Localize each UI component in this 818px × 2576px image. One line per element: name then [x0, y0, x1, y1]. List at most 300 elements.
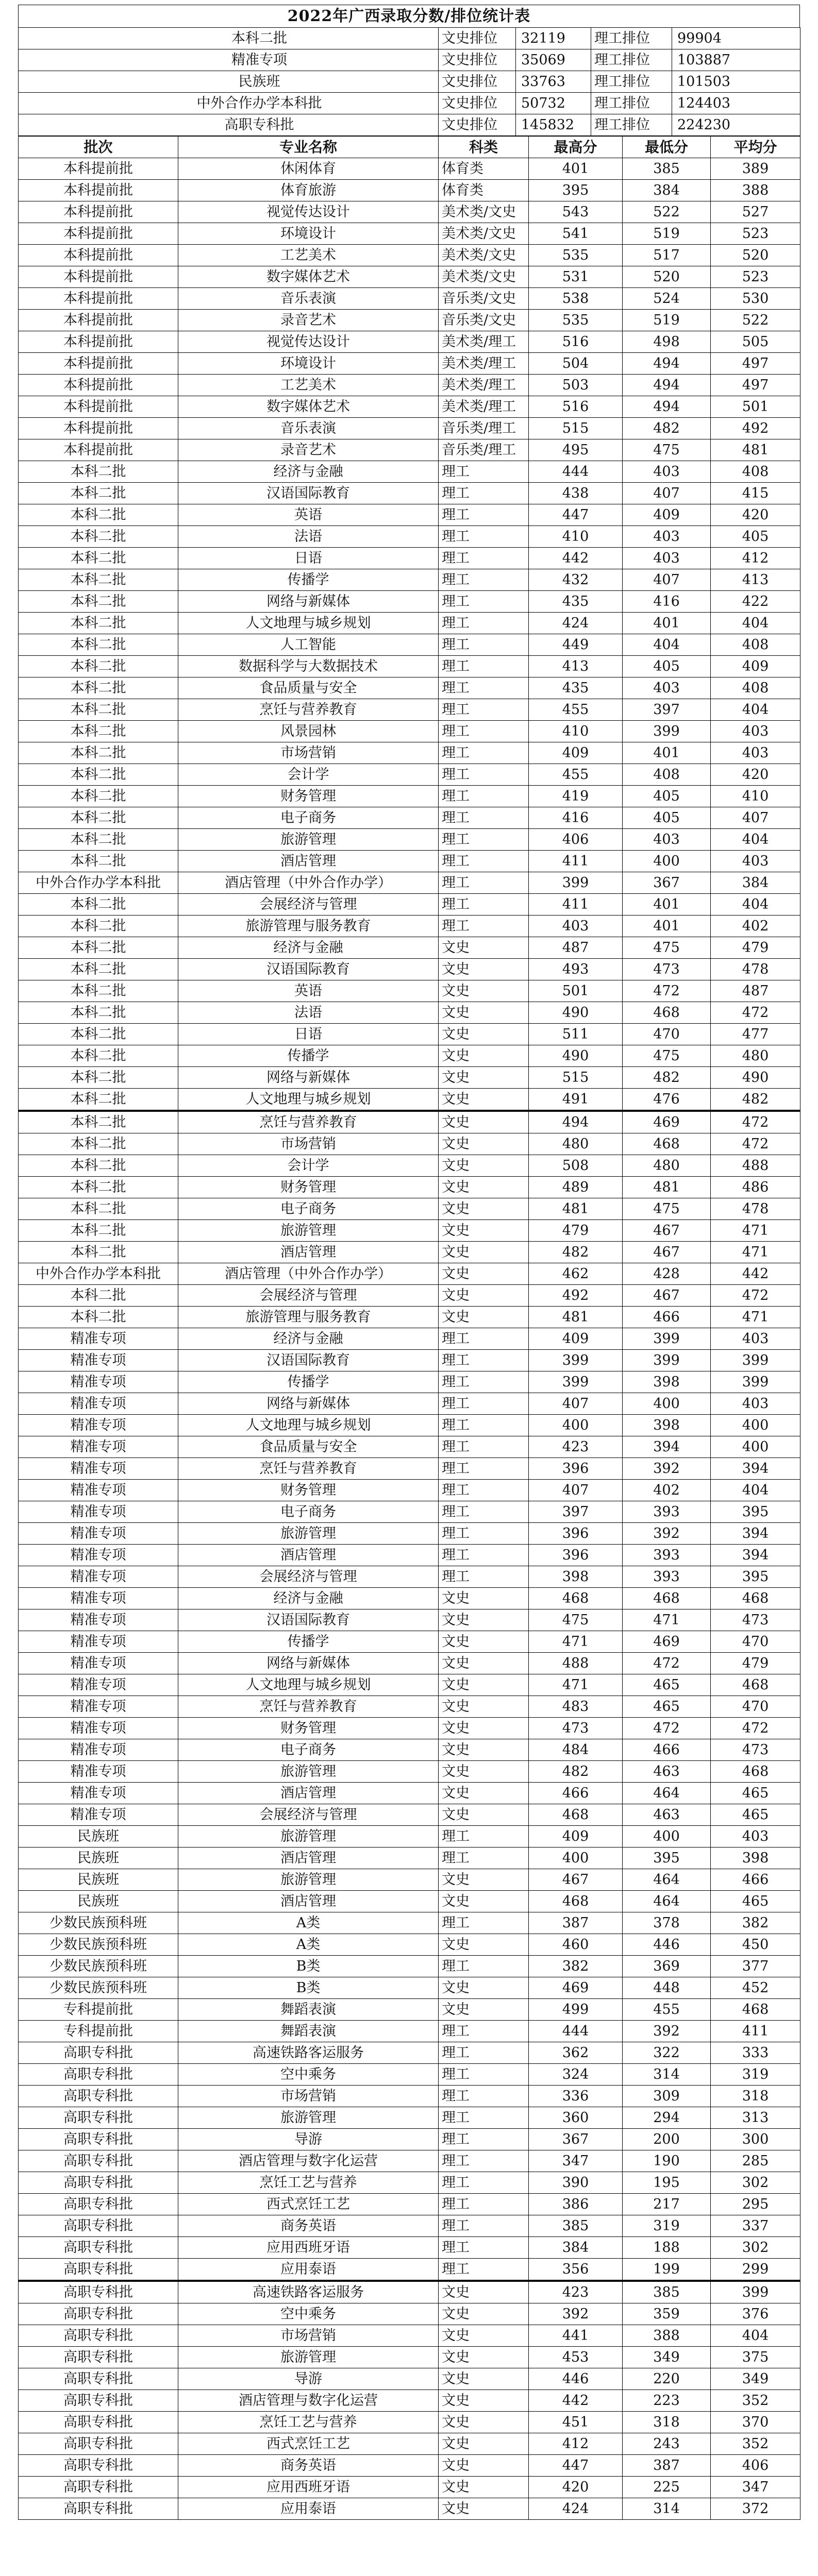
major-cell: 会展经济与管理: [178, 1566, 439, 1588]
min-score-cell: 400: [623, 1826, 711, 1848]
min-score-cell: 294: [623, 2107, 711, 2129]
max-score-cell: 511: [529, 1024, 623, 1045]
avg-score-cell: 403: [711, 1328, 800, 1350]
avg-score-cell: 497: [711, 353, 800, 375]
batch-cell: 本科提前批: [19, 180, 178, 201]
max-score-cell: 395: [529, 180, 623, 201]
max-score-cell: 384: [529, 2237, 623, 2259]
table-row: [19, 1783, 800, 1804]
summary-row: [19, 93, 800, 114]
major-cell: 体育旅游: [178, 180, 439, 201]
batch-cell: 本科二批: [19, 461, 178, 483]
category-cell: 文史: [439, 1067, 529, 1089]
summary-label-ligong: 理工排位: [591, 93, 672, 114]
category-cell: 理工: [439, 504, 529, 526]
max-score-cell: 455: [529, 699, 623, 721]
summary-batch: 民族班: [19, 71, 439, 93]
category-cell: 理工: [439, 1371, 529, 1393]
batch-cell: 高职专科批: [19, 2281, 178, 2303]
min-score-cell: 199: [623, 2259, 711, 2281]
table-row: [19, 2064, 800, 2086]
summary-batch: 中外合作办学本科批: [19, 93, 439, 114]
min-score-cell: 464: [623, 1869, 711, 1891]
avg-score-cell: 400: [711, 1436, 800, 1458]
major-cell: 应用泰语: [178, 2498, 439, 2520]
max-score-cell: 432: [529, 569, 623, 591]
avg-score-cell: 337: [711, 2215, 800, 2237]
min-score-cell: 200: [623, 2129, 711, 2150]
category-cell: 音乐类/理工: [439, 439, 529, 461]
max-score-cell: 501: [529, 980, 623, 1002]
batch-cell: 本科二批: [19, 1089, 178, 1111]
min-score-cell: 463: [623, 1761, 711, 1783]
max-score-cell: 535: [529, 310, 623, 331]
max-score-cell: 362: [529, 2042, 623, 2064]
table-row: [19, 1739, 800, 1761]
avg-score-cell: 403: [711, 742, 800, 764]
avg-score-cell: 370: [711, 2412, 800, 2433]
batch-cell: 本科提前批: [19, 201, 178, 223]
max-score-cell: 468: [529, 1588, 623, 1609]
table-row: [19, 2498, 800, 2520]
summary-row: [19, 28, 800, 49]
min-score-cell: 405: [623, 807, 711, 829]
table-row: [19, 548, 800, 569]
table-row: [19, 1696, 800, 1718]
batch-cell: 本科二批: [19, 677, 178, 699]
summary-label-ligong: 理工排位: [591, 28, 672, 49]
major-cell: 高速铁路客运服务: [178, 2042, 439, 2064]
table-row: [19, 526, 800, 548]
max-score-cell: 411: [529, 894, 623, 916]
max-score-cell: 442: [529, 2390, 623, 2412]
max-score-cell: 396: [529, 1458, 623, 1480]
category-cell: 理工: [439, 2237, 529, 2259]
table-row: [19, 1024, 800, 1045]
category-cell: 体育类: [439, 158, 529, 180]
batch-cell: 本科提前批: [19, 158, 178, 180]
category-cell: 美术类/文史: [439, 245, 529, 266]
avg-score-cell: 395: [711, 1566, 800, 1588]
category-cell: 文史: [439, 1783, 529, 1804]
category-cell: 理工: [439, 569, 529, 591]
max-score-cell: 385: [529, 2215, 623, 2237]
category-cell: 理工: [439, 1328, 529, 1350]
batch-cell: 本科二批: [19, 959, 178, 980]
major-cell: 工艺美术: [178, 245, 439, 266]
table-row: [19, 504, 800, 526]
table-row: [19, 1177, 800, 1198]
batch-cell: 高职专科批: [19, 2086, 178, 2107]
avg-score-cell: 408: [711, 634, 800, 656]
min-score-cell: 387: [623, 2455, 711, 2477]
table-row: [19, 1545, 800, 1566]
batch-cell: 本科提前批: [19, 266, 178, 288]
batch-cell: 民族班: [19, 1869, 178, 1891]
table-row: [19, 2455, 800, 2477]
major-cell: 酒店管理与数字化运营: [178, 2390, 439, 2412]
summary-rank-ligong: 101503: [672, 71, 800, 93]
avg-score-cell: 389: [711, 158, 800, 180]
batch-cell: 本科二批: [19, 634, 178, 656]
max-score-cell: 515: [529, 1067, 623, 1089]
batch-cell: 高职专科批: [19, 2390, 178, 2412]
category-cell: 美术类/理工: [439, 353, 529, 375]
max-score-cell: 468: [529, 1891, 623, 1912]
table-row: [19, 375, 800, 396]
min-score-cell: 401: [623, 742, 711, 764]
major-cell: A类: [178, 1912, 439, 1934]
avg-score-cell: 410: [711, 786, 800, 807]
major-cell: 烹饪工艺与营养: [178, 2172, 439, 2194]
category-cell: 理工: [439, 786, 529, 807]
category-cell: 文史: [439, 2455, 529, 2477]
table-row: [19, 2412, 800, 2433]
min-score-cell: 384: [623, 180, 711, 201]
min-score-cell: 473: [623, 959, 711, 980]
batch-cell: 本科二批: [19, 656, 178, 677]
min-score-cell: 472: [623, 1653, 711, 1674]
category-cell: 理工: [439, 807, 529, 829]
major-cell: 会计学: [178, 1155, 439, 1177]
batch-cell: 精准专项: [19, 1653, 178, 1674]
avg-score-cell: 522: [711, 310, 800, 331]
max-score-cell: 410: [529, 526, 623, 548]
min-score-cell: 392: [623, 1458, 711, 1480]
avg-score-cell: 415: [711, 483, 800, 504]
batch-cell: 本科提前批: [19, 418, 178, 439]
max-score-cell: 508: [529, 1155, 623, 1177]
major-cell: B类: [178, 1956, 439, 1977]
batch-cell: 精准专项: [19, 1501, 178, 1523]
category-cell: 理工: [439, 634, 529, 656]
min-score-cell: 369: [623, 1956, 711, 1977]
table-row: [19, 980, 800, 1002]
avg-score-cell: 487: [711, 980, 800, 1002]
table-row: [19, 1718, 800, 1739]
batch-cell: 本科提前批: [19, 245, 178, 266]
batch-cell: 本科二批: [19, 721, 178, 742]
table-row: [19, 1631, 800, 1653]
category-cell: 理工: [439, 548, 529, 569]
max-score-cell: 495: [529, 439, 623, 461]
major-cell: 空中乘务: [178, 2064, 439, 2086]
summary-rank-wenshi: 32119: [516, 28, 591, 49]
max-score-cell: 367: [529, 2129, 623, 2150]
table-row: [19, 2042, 800, 2064]
batch-cell: 高职专科批: [19, 2150, 178, 2172]
avg-score-cell: 501: [711, 396, 800, 418]
category-cell: 理工: [439, 2086, 529, 2107]
batch-cell: 高职专科批: [19, 2412, 178, 2433]
batch-cell: 本科二批: [19, 1242, 178, 1263]
table-row: [19, 2237, 800, 2259]
batch-cell: 本科二批: [19, 1133, 178, 1155]
max-score-cell: 400: [529, 1415, 623, 1436]
max-score-cell: 538: [529, 288, 623, 310]
major-cell: 酒店管理: [178, 1848, 439, 1869]
major-cell: 汉语国际教育: [178, 1609, 439, 1631]
avg-score-cell: 376: [711, 2303, 800, 2325]
category-cell: 文史: [439, 1891, 529, 1912]
table-row: [19, 699, 800, 721]
batch-cell: 本科二批: [19, 1024, 178, 1045]
max-score-cell: 423: [529, 1436, 623, 1458]
batch-cell: 本科提前批: [19, 288, 178, 310]
category-cell: 文史: [439, 1155, 529, 1177]
avg-score-cell: 481: [711, 439, 800, 461]
max-score-cell: 492: [529, 1285, 623, 1307]
max-score-cell: 360: [529, 2107, 623, 2129]
avg-score-cell: 473: [711, 1739, 800, 1761]
avg-score-cell: 313: [711, 2107, 800, 2129]
avg-score-cell: 404: [711, 829, 800, 851]
category-cell: 美术类/理工: [439, 396, 529, 418]
category-cell: 理工: [439, 1436, 529, 1458]
max-score-cell: 449: [529, 634, 623, 656]
min-score-cell: 524: [623, 288, 711, 310]
min-score-cell: 409: [623, 504, 711, 526]
max-score-cell: 435: [529, 591, 623, 613]
min-score-cell: 408: [623, 764, 711, 786]
max-score-cell: 416: [529, 807, 623, 829]
max-score-cell: 324: [529, 2064, 623, 2086]
min-score-cell: 475: [623, 439, 711, 461]
table-row: [19, 1891, 800, 1912]
category-cell: 文史: [439, 2303, 529, 2325]
batch-cell: 本科二批: [19, 569, 178, 591]
batch-cell: 本科二批: [19, 786, 178, 807]
min-score-cell: 468: [623, 1588, 711, 1609]
avg-score-cell: 377: [711, 1956, 800, 1977]
table-row: [19, 1566, 800, 1588]
batch-cell: 本科二批: [19, 980, 178, 1002]
category-cell: 文史: [439, 1089, 529, 1111]
batch-cell: 精准专项: [19, 1609, 178, 1631]
major-cell: 烹饪与营养教育: [178, 699, 439, 721]
min-score-cell: 466: [623, 1307, 711, 1328]
batch-cell: 高职专科批: [19, 2368, 178, 2390]
category-cell: 文史: [439, 1739, 529, 1761]
avg-score-cell: 478: [711, 1198, 800, 1220]
table-row: [19, 461, 800, 483]
min-score-cell: 405: [623, 786, 711, 807]
batch-cell: 精准专项: [19, 1566, 178, 1588]
category-cell: 美术类/文史: [439, 223, 529, 245]
avg-score-cell: 299: [711, 2259, 800, 2281]
avg-score-cell: 505: [711, 331, 800, 353]
summary-rank-wenshi: 145832: [516, 114, 591, 136]
category-cell: 美术类/理工: [439, 331, 529, 353]
major-cell: 空中乘务: [178, 2303, 439, 2325]
avg-score-cell: 488: [711, 1155, 800, 1177]
max-score-cell: 467: [529, 1869, 623, 1891]
min-score-cell: 517: [623, 245, 711, 266]
table-row: [19, 1523, 800, 1545]
table-row: [19, 1220, 800, 1242]
table-row: [19, 1761, 800, 1783]
avg-score-cell: 465: [711, 1891, 800, 1912]
max-score-cell: 424: [529, 613, 623, 634]
max-score-cell: 407: [529, 1480, 623, 1501]
min-score-cell: 464: [623, 1783, 711, 1804]
major-cell: 电子商务: [178, 1501, 439, 1523]
avg-score-cell: 471: [711, 1307, 800, 1328]
category-cell: 理工: [439, 721, 529, 742]
table-row: [19, 656, 800, 677]
batch-cell: 少数民族预科班: [19, 1912, 178, 1934]
avg-score-cell: 372: [711, 2498, 800, 2520]
table-row: [19, 1934, 800, 1956]
avg-score-cell: 523: [711, 223, 800, 245]
category-cell: 理工: [439, 1912, 529, 1934]
max-score-cell: 462: [529, 1263, 623, 1285]
avg-score-cell: 472: [711, 1285, 800, 1307]
major-cell: 电子商务: [178, 1198, 439, 1220]
category-cell: 美术类/文史: [439, 201, 529, 223]
summary-label-ligong: 理工排位: [591, 71, 672, 93]
major-cell: 电子商务: [178, 1739, 439, 1761]
avg-score-cell: 285: [711, 2150, 800, 2172]
table-row: [19, 2150, 800, 2172]
min-score-cell: 482: [623, 1067, 711, 1089]
max-score-cell: 392: [529, 2303, 623, 2325]
table-row: [19, 894, 800, 916]
min-score-cell: 401: [623, 613, 711, 634]
avg-score-cell: 318: [711, 2086, 800, 2107]
column-header: 科类: [439, 137, 529, 158]
avg-score-cell: 403: [711, 1393, 800, 1415]
max-score-cell: 409: [529, 742, 623, 764]
major-cell: 酒店管理（中外合作办学）: [178, 872, 439, 894]
batch-cell: 精准专项: [19, 1631, 178, 1653]
avg-score-cell: 375: [711, 2347, 800, 2368]
batch-cell: 本科二批: [19, 1045, 178, 1067]
min-score-cell: 223: [623, 2390, 711, 2412]
batch-cell: 本科二批: [19, 1198, 178, 1220]
table-row: [19, 2086, 800, 2107]
table-row: [19, 2107, 800, 2129]
batch-cell: 本科二批: [19, 742, 178, 764]
category-cell: 理工: [439, 2259, 529, 2281]
batch-cell: 精准专项: [19, 1480, 178, 1501]
min-score-cell: 399: [623, 1328, 711, 1350]
category-cell: 美术类/文史: [439, 266, 529, 288]
min-score-cell: 468: [623, 1002, 711, 1024]
avg-score-cell: 480: [711, 1045, 800, 1067]
table-row: [19, 851, 800, 872]
max-score-cell: 482: [529, 1761, 623, 1783]
avg-score-cell: 523: [711, 266, 800, 288]
min-score-cell: 498: [623, 331, 711, 353]
min-score-cell: 465: [623, 1696, 711, 1718]
table-row: [19, 1653, 800, 1674]
max-score-cell: 387: [529, 1912, 623, 1934]
table-row: [19, 1415, 800, 1436]
avg-score-cell: 382: [711, 1912, 800, 1934]
category-cell: 文史: [439, 2281, 529, 2303]
table-row: [19, 1436, 800, 1458]
table-row: [19, 1848, 800, 1869]
batch-cell: 本科二批: [19, 483, 178, 504]
column-header: 最低分: [623, 137, 711, 158]
major-cell: 酒店管理（中外合作办学）: [178, 1263, 439, 1285]
table-row: [19, 1458, 800, 1480]
min-score-cell: 378: [623, 1912, 711, 1934]
max-score-cell: 386: [529, 2194, 623, 2215]
avg-score-cell: 405: [711, 526, 800, 548]
batch-cell: 精准专项: [19, 1458, 178, 1480]
min-score-cell: 519: [623, 223, 711, 245]
min-score-cell: 463: [623, 1804, 711, 1826]
major-cell: 录音艺术: [178, 439, 439, 461]
major-cell: A类: [178, 1934, 439, 1956]
major-cell: 旅游管理: [178, 1869, 439, 1891]
avg-score-cell: 468: [711, 1674, 800, 1696]
batch-cell: 精准专项: [19, 1436, 178, 1458]
batch-cell: 高职专科批: [19, 2325, 178, 2347]
table-row: [19, 872, 800, 894]
min-score-cell: 407: [623, 569, 711, 591]
major-cell: 音乐表演: [178, 288, 439, 310]
min-score-cell: 225: [623, 2477, 711, 2498]
max-score-cell: 499: [529, 1999, 623, 2021]
min-score-cell: 188: [623, 2237, 711, 2259]
category-cell: 理工: [439, 2107, 529, 2129]
batch-cell: 本科二批: [19, 699, 178, 721]
table-row: [19, 829, 800, 851]
major-cell: 财务管理: [178, 1480, 439, 1501]
table-row: [19, 721, 800, 742]
max-score-cell: 399: [529, 1350, 623, 1371]
max-score-cell: 419: [529, 786, 623, 807]
min-score-cell: 476: [623, 1089, 711, 1111]
avg-score-cell: 403: [711, 721, 800, 742]
table-row: [19, 1912, 800, 1934]
table-row: [19, 245, 800, 266]
avg-score-cell: 403: [711, 1826, 800, 1848]
max-score-cell: 399: [529, 872, 623, 894]
category-cell: 理工: [439, 461, 529, 483]
min-score-cell: 468: [623, 1133, 711, 1155]
table-row: [19, 591, 800, 613]
table-row: [19, 1956, 800, 1977]
major-cell: 应用泰语: [178, 2259, 439, 2281]
column-header: 专业名称: [178, 137, 439, 158]
major-cell: 经济与金融: [178, 1588, 439, 1609]
max-score-cell: 382: [529, 1956, 623, 1977]
major-cell: 传播学: [178, 1045, 439, 1067]
major-cell: 人文地理与城乡规划: [178, 1089, 439, 1111]
category-cell: 理工: [439, 2194, 529, 2215]
max-score-cell: 516: [529, 331, 623, 353]
batch-cell: 本科提前批: [19, 396, 178, 418]
major-cell: 市场营销: [178, 742, 439, 764]
min-score-cell: 318: [623, 2412, 711, 2433]
category-cell: 文史: [439, 1674, 529, 1696]
major-cell: 食品质量与安全: [178, 677, 439, 699]
category-cell: 理工: [439, 2150, 529, 2172]
max-score-cell: 397: [529, 1501, 623, 1523]
table-row: [19, 223, 800, 245]
major-cell: 传播学: [178, 569, 439, 591]
avg-score-cell: 465: [711, 1804, 800, 1826]
avg-score-cell: 472: [711, 1111, 800, 1133]
batch-cell: 本科二批: [19, 1220, 178, 1242]
max-score-cell: 396: [529, 1545, 623, 1566]
batch-cell: 本科二批: [19, 916, 178, 937]
category-cell: 理工: [439, 916, 529, 937]
